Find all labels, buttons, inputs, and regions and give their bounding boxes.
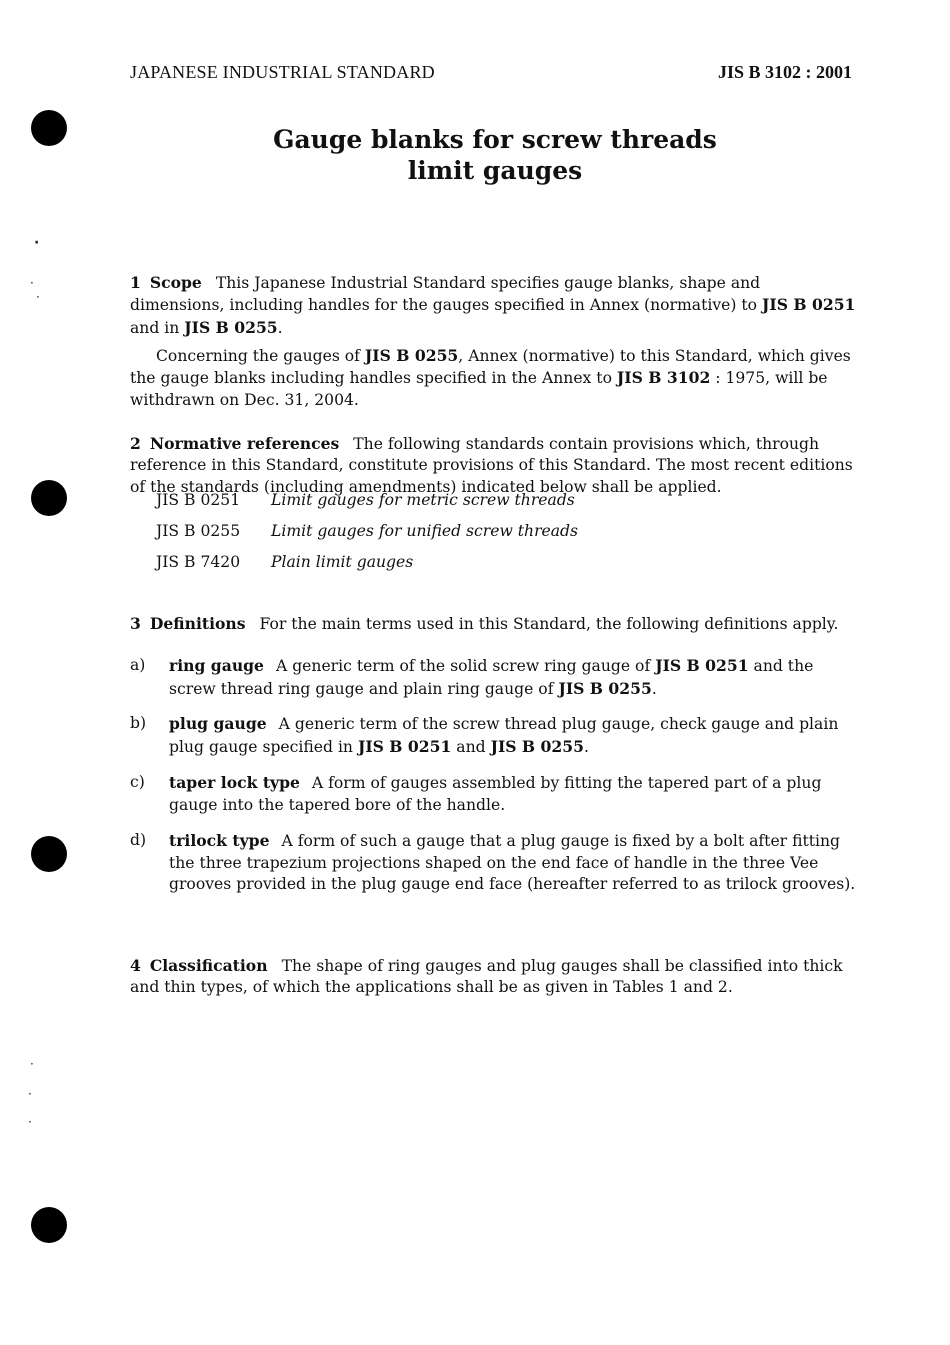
- body-text: .: [277, 318, 283, 337]
- reference-title: Limit gauges for metric screw threads: [271, 491, 575, 509]
- document-title: [0, 124, 950, 186]
- body-text: A generic term of the screw thread plug gauge, check gauge and plain plug gauge specified in: [169, 715, 839, 756]
- list-label: b): [130, 714, 147, 732]
- section-heading: Classification: [149, 955, 268, 975]
- reference-code: JIS B 7420: [156, 553, 241, 571]
- standard-reference: JIS B 3102: [616, 368, 711, 388]
- body-text: , Annex (normative) to this Standard, which gives the gauge blanks including handles specified in the Annex to: [130, 346, 851, 388]
- body-text: A form of such a gauge that a plug gauge is fixed by a bolt after fitting the three trapezium projections shaped on the end face of handle in the three Vee grooves provided in the plug gauge end face (hereafter referred to as trilock grooves).: [169, 832, 856, 893]
- binder-hole: [31, 480, 67, 516]
- scan-speck: ·: [30, 1057, 34, 1071]
- body-text: The following standards contain provisions which, through reference in this Standard, constitute provisions of this Standard. The most recent editions of the standards (including amendments) indicated below shall be applied.: [130, 434, 853, 496]
- reference-item: [156, 553, 413, 575]
- list-label: c): [130, 773, 145, 791]
- body-text: .: [583, 737, 589, 756]
- definition-item-taper-lock: [130, 772, 858, 816]
- reference-item: [156, 491, 575, 513]
- body-text: A form of gauges assembled by fitting the tapered part of a plug gauge into the tapered bore of the handle.: [169, 774, 822, 814]
- body-text: : 1975, will be withdrawn on Dec. 31, 2004.: [130, 369, 828, 409]
- reference-item: [156, 522, 578, 544]
- definition-item-plug-gauge: [130, 713, 858, 758]
- standard-reference: JIS B 0255: [184, 317, 278, 337]
- list-label: a): [130, 656, 146, 674]
- body-text: The shape of ring gauges and plug gauges shall be classified into thick and thin types, of which the applications shall be as given in Tables 1 and 2.: [130, 956, 843, 997]
- scope-paragraph-2: [130, 345, 858, 412]
- page-header: [130, 62, 852, 84]
- section-number: 3: [130, 613, 141, 633]
- standard-number: JIS B 3102 : 2001: [717, 62, 852, 82]
- standard-reference: JIS B 0251: [655, 656, 749, 675]
- section-heading: Definitions: [149, 613, 246, 633]
- body-text: A generic term of the solid screw ring gauge of: [275, 657, 656, 675]
- body-text: and the screw thread ring gauge and plain ring gauge of: [169, 657, 814, 698]
- section-number: 4: [130, 955, 141, 975]
- definitions-paragraph: [130, 613, 858, 636]
- section-heading: Normative references: [149, 433, 340, 453]
- body-text: and: [451, 737, 491, 756]
- definition-item-trilock: [130, 830, 858, 896]
- definition-term: ring gauge: [169, 656, 264, 675]
- binder-hole: [31, 836, 67, 872]
- title-line-1: Gauge blanks for screw threads: [273, 125, 717, 154]
- section-number: 1: [130, 272, 141, 292]
- body-text: For the main terms used in this Standard, the following definitions apply.: [259, 614, 839, 633]
- standard-label: JAPANESE INDUSTRIAL STANDARD: [130, 62, 435, 82]
- reference-title: Limit gauges for unified screw threads: [271, 522, 579, 540]
- title-line-2: limit gauges: [407, 156, 583, 185]
- scan-speck: ·: [30, 276, 34, 290]
- definition-term: plug gauge: [169, 714, 267, 733]
- definition-item-ring-gauge: [130, 655, 858, 700]
- scan-speck: ·: [28, 1087, 32, 1101]
- scan-speck: ·: [28, 1115, 32, 1129]
- definition-term: trilock type: [169, 831, 270, 850]
- section-heading: Scope: [149, 272, 202, 292]
- standard-reference: JIS B 0255: [364, 345, 459, 365]
- classification-paragraph: [130, 955, 858, 999]
- definition-term: taper lock type: [169, 773, 300, 792]
- standard-reference: JIS B 0255: [558, 678, 652, 698]
- reference-code: JIS B 0251: [156, 491, 241, 509]
- standard-reference: JIS B 0251: [762, 295, 856, 315]
- normative-references-paragraph: [130, 433, 858, 499]
- scan-speck: ·: [34, 235, 40, 251]
- standard-reference: JIS B 0251: [357, 736, 452, 756]
- body-text: and in: [130, 318, 185, 337]
- reference-title: Plain limit gauges: [271, 553, 414, 571]
- body-text: Concerning the gauges of: [156, 346, 365, 365]
- body-text: .: [651, 679, 657, 698]
- list-label: d): [130, 831, 147, 849]
- reference-code: JIS B 0255: [156, 522, 241, 540]
- body-text: This Japanese Industrial Standard specifies gauge blanks, shape and dimensions, including handles for the gauges specified in Annex (normative) to: [130, 273, 763, 315]
- binder-hole: [31, 1207, 67, 1243]
- section-number: 2: [130, 433, 141, 453]
- standard-reference: JIS B 0255: [490, 736, 584, 756]
- scan-speck: ·: [36, 290, 40, 304]
- scope-paragraph: [130, 272, 858, 340]
